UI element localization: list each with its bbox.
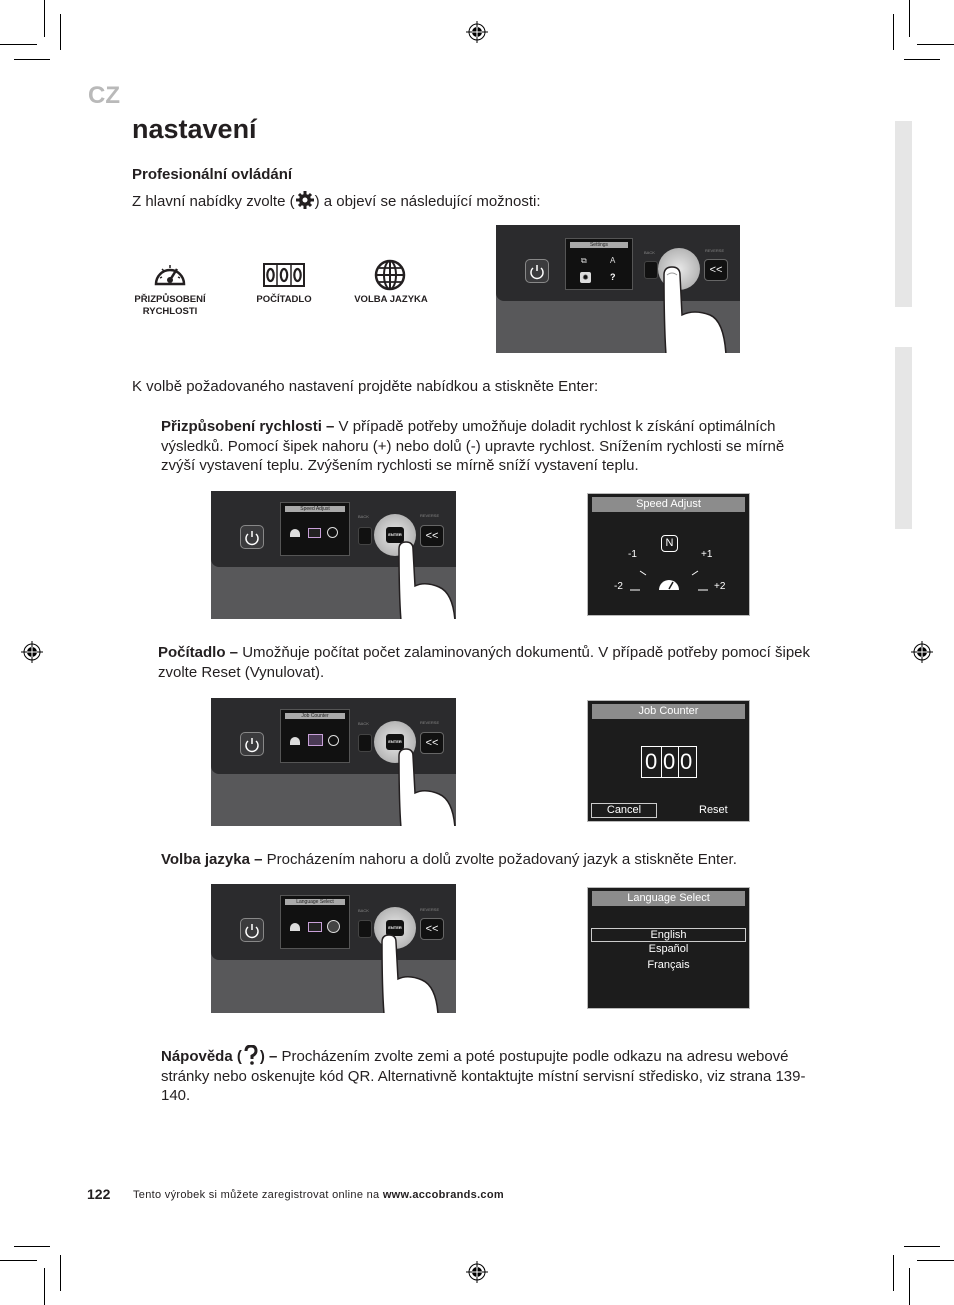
speed-term: Přizpůsobení rychlosti – — [161, 418, 335, 435]
help-icon: ? — [610, 272, 616, 282]
help-text: Procházením zvolte zemi a poté postupujte podle odkazu na adresu webové stránky nebo oskenujte kód QR. Alternativně kontaktujte místní servisní středisko, viz strana 139-140. — [161, 1048, 806, 1104]
crop-mark — [893, 1255, 894, 1291]
finger-icon — [654, 265, 734, 353]
language-option[interactable]: Français — [647, 959, 690, 971]
language-term: Volba jazyka – — [161, 851, 263, 868]
control-panel-photo — [211, 698, 456, 826]
counter-icon — [263, 263, 305, 287]
crop-mark — [904, 1246, 940, 1247]
crop-mark — [60, 1255, 61, 1291]
gear-icon: ✹ — [580, 272, 591, 283]
speed-adjust-display — [587, 493, 750, 616]
counter-term: Počítadlo – — [158, 644, 239, 661]
reset-button[interactable]: Reset — [699, 804, 728, 816]
power-icon — [240, 732, 264, 756]
back-label: BACK — [358, 514, 369, 519]
intro-before: Z hlavní nabídky zvolte ( — [132, 193, 295, 210]
display-title: Speed Adjust — [592, 497, 745, 512]
screen-title: Settings — [570, 242, 628, 248]
side-tab — [895, 347, 912, 529]
icon-label-speed: PŘIZPŮSOBENÍ RYCHLOSTI — [134, 294, 206, 317]
reverse-label: REVERSE — [705, 248, 725, 253]
gear-icon — [295, 190, 315, 210]
language-select-display — [587, 887, 750, 1009]
speed-normal-indicator: N — [661, 535, 678, 552]
speed-minus-1: -1 — [628, 549, 637, 560]
lcd-screen — [565, 238, 633, 290]
counter-digit: 0 — [663, 749, 676, 774]
help-term-end: ) – — [259, 1048, 278, 1065]
reverse-button[interactable]: << — [420, 525, 444, 547]
reverse-button[interactable]: << — [420, 918, 444, 940]
reverse-label: REVERSE — [420, 907, 440, 912]
crop-mark — [14, 1246, 50, 1247]
help-icon — [244, 1045, 258, 1065]
language-paragraph — [161, 850, 821, 870]
instruction-text: K volbě požadovaného nastavení projděte nabídkou a stiskněte Enter: — [132, 378, 599, 395]
intro-text — [132, 190, 541, 212]
counter-paragraph — [158, 643, 818, 682]
screen-title: Language Select — [285, 899, 345, 905]
power-icon — [240, 525, 264, 549]
reverse-button[interactable]: << — [420, 732, 444, 754]
footer-url[interactable]: www.accobrands.com — [382, 1189, 504, 1201]
counter-text: Umožňuje počítat počet zalaminovaných dokumentů. V případě potřeby pomocí šipek zvolte Reset (Vynulovat). — [158, 644, 811, 681]
digit-divider — [661, 747, 662, 777]
speedometer-icon — [153, 258, 187, 288]
crop-mark — [909, 1268, 910, 1305]
digit-divider — [678, 747, 679, 777]
back-label: BACK — [358, 721, 369, 726]
finger-icon — [376, 934, 441, 1013]
speed-text: V případě potřeby umožňuje doladit rychlost k získání optimálních výsledků. Pomocí šipek nahoru (+) nebo dolů (-) upravte rychlost. Snížením rychlosti se mírně zvýší vystavení teplu. Zvýšením rychlosti se mírně sníží vystavení teplu. — [161, 418, 785, 474]
globe-icon — [374, 259, 406, 291]
screen-title: Job Counter — [285, 713, 345, 719]
counter-icon — [308, 922, 322, 932]
job-counter-display — [587, 700, 750, 822]
section-subtitle: Profesionální ovládání — [132, 166, 293, 183]
enter-button[interactable]: ENTER — [386, 527, 404, 543]
control-panel-photo — [496, 225, 740, 353]
crop-mark — [14, 59, 50, 60]
finger-icon — [393, 748, 456, 826]
speedometer-icon — [290, 529, 300, 537]
crop-mark — [60, 14, 61, 50]
speedometer-icon — [290, 923, 300, 931]
back-label: BACK — [358, 908, 369, 913]
side-tab — [895, 121, 912, 307]
lcd-screen — [280, 895, 350, 949]
help-term: Nápověda ( — [161, 1048, 242, 1065]
globe-icon — [327, 920, 340, 933]
display-title: Language Select — [592, 891, 745, 906]
icon-label-counter: POČÍTADLO — [256, 294, 312, 305]
crop-mark — [44, 1268, 45, 1305]
counter-digit: 0 — [680, 749, 693, 774]
language-tag: CZ — [88, 82, 120, 109]
icon-label-language: VOLBA JAZYKA — [354, 294, 428, 305]
reverse-label: REVERSE — [420, 720, 440, 725]
lcd-screen — [280, 502, 350, 556]
control-panel-photo — [211, 491, 456, 619]
footer-text — [133, 1189, 504, 1201]
finger-icon — [393, 541, 456, 619]
screen-title: Speed Adjust — [285, 506, 345, 512]
speed-paragraph — [161, 417, 821, 476]
crop-mark — [917, 44, 954, 45]
speedometer-icon — [290, 737, 300, 745]
page-number: 122 — [87, 1186, 111, 1202]
speed-minus-2: -2 — [614, 581, 623, 592]
crop-mark — [0, 44, 37, 45]
crop-mark — [44, 0, 45, 37]
back-button[interactable] — [358, 920, 372, 938]
reverse-button[interactable]: << — [704, 259, 728, 281]
font-icon: A — [610, 256, 616, 265]
cancel-button[interactable]: Cancel — [591, 803, 657, 818]
counter-icon — [308, 528, 321, 538]
counter-icon — [308, 734, 323, 746]
back-label: BACK — [644, 250, 655, 255]
lcd-screen — [280, 709, 350, 763]
registration-mark-icon — [911, 641, 933, 663]
counter-digits — [641, 746, 697, 778]
page-title: nastavení — [132, 114, 257, 144]
copy-icon: ⧉ — [581, 256, 587, 265]
crop-mark — [904, 59, 940, 60]
registration-mark-icon — [466, 1261, 488, 1283]
globe-icon — [327, 527, 338, 538]
language-text: Procházením nahoru a dolů zvolte požadovaný jazyk a stiskněte Enter. — [262, 851, 737, 868]
display-title: Job Counter — [592, 704, 745, 719]
registration-mark-icon — [21, 641, 43, 663]
power-icon — [240, 918, 264, 942]
crop-mark — [893, 14, 894, 50]
speed-plus-1: +1 — [701, 549, 713, 560]
enter-button[interactable]: ENTER — [386, 920, 404, 936]
intro-after: ) a objeví se následující možnosti: — [314, 193, 541, 210]
enter-button[interactable]: ENTER — [386, 734, 404, 750]
speed-scale-icon — [628, 560, 710, 594]
language-option[interactable]: Español — [648, 943, 689, 955]
footer-note: Tento výrobek si můžete zaregistrovat online na — [133, 1189, 383, 1201]
registration-mark-icon — [466, 21, 488, 43]
crop-mark — [917, 1260, 954, 1261]
crop-mark — [909, 0, 910, 37]
back-button[interactable] — [358, 734, 372, 752]
language-option-selected[interactable]: English — [591, 928, 746, 942]
globe-icon — [328, 735, 339, 746]
control-panel-photo — [211, 884, 456, 1013]
crop-mark — [0, 1260, 37, 1261]
speed-plus-2: +2 — [714, 581, 726, 592]
reverse-label: REVERSE — [420, 513, 440, 518]
power-icon — [525, 259, 549, 283]
help-paragraph — [161, 1045, 811, 1106]
counter-digit: 0 — [645, 749, 658, 774]
back-button[interactable] — [358, 527, 372, 545]
